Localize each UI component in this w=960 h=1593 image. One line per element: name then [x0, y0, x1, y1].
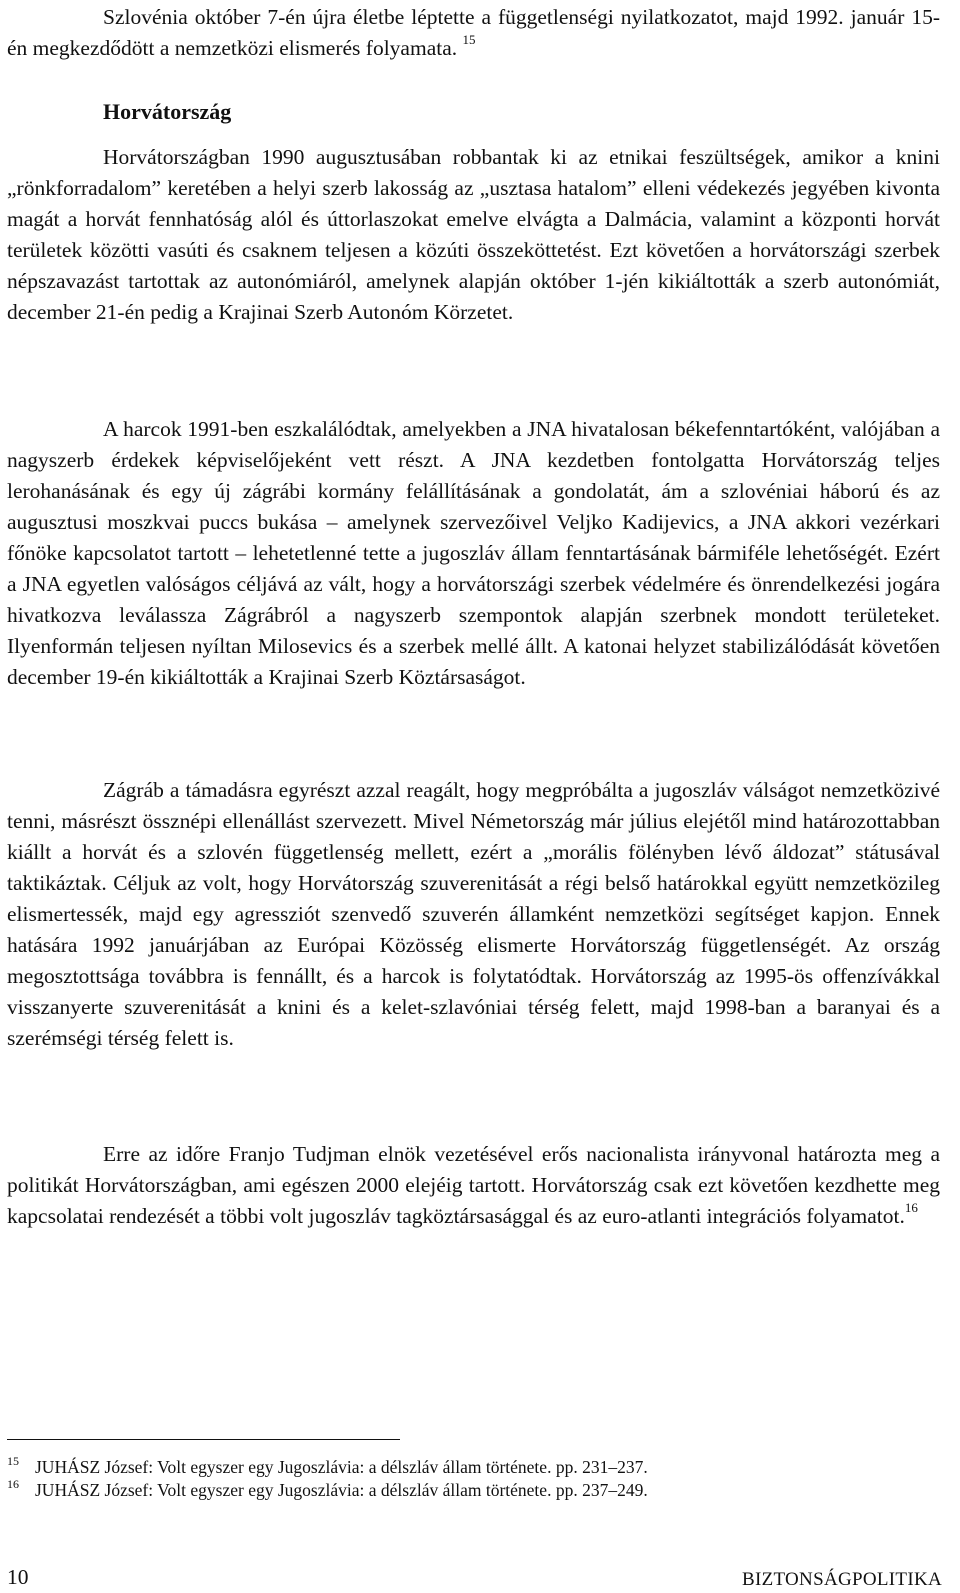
footnote-text: JUHÁSZ József: Volt egyszer egy Jugoszlávia: a délszláv állam története. pp. 237–249.	[35, 1480, 648, 1500]
footnote-ref-16[interactable]: 16	[904, 1199, 918, 1215]
footnote-number: 15	[7, 1454, 19, 1468]
paragraph-2: A harcok 1991-ben eszkalálódtak, amelyekben a JNA hivatalosan békefenntartóként, valójában a nagyszerb érdekek képviselőjeként vett részt. A JNA kezdetben fontolgatta Horvátország teljes lerohanásának és egy új zágrábi kormány felállításának a gondolatát, ám a szlovéniai háború és az augusztusi moszkvai puccs bukása – amelynek szervezőivel Veljko Kadijevics, a JNA akkori vezérkari főnöke kapcsolatot tartott – lehetetlenné tette a jugoszláv állam fenntartásának bármiféle lehetőségét. Ezért a JNA egyetlen valóságos céljává az vált, hogy a horvátországi szerbek védelmére és önrendelkezési jogára hivatkozva leválassza Zágrábról a nagyszerb szempontok alapján szerbnek mondott területeket. Ilyenformán teljesen nyíltan Milosevics és a szerbek mellé állt. A katonai helyzet stabilizálódását követően december 19-én kikiáltották a Krajinai Szerb Köztársaságot.	[7, 417, 940, 689]
section-heading: Horvátország	[103, 99, 232, 124]
intro-paragraph	[7, 2, 940, 64]
paragraph-3: Zágráb a támadásra egyrészt azzal reagált, hogy megpróbálta a jugoszláv válságot nemzetközivé tenni, másrészt össznépi ellenállást szervezett. Mivel Németország már július elejétől mind határozottabban kiállt a horvát és a szlovén függetlenség mellett, ezért a „morális fölényben lévő áldozat” státusával taktikáztak. Céljuk az volt, hogy Horvátország szuverenitását a régi belső határokkal együtt nemzetközileg elismertessék, majd egy agressziót szenvedő szuverén államként nemzetközi segítséget kapjon. Ennek hatására 1992 januárjában az Európai Közösség elismerte Horvátország függetlenségét. Az ország megosztottsága továbbra is fennállt, és a harcok is folytatódtak. Horvátország az 1995-ös offenzívákkal visszanyerte szuverenitását a knini és a kelet-szlavóniai térség felett, majd 1998-ban a baranyai és a szerémségi térség felett is.	[7, 778, 940, 1050]
footnote-text: JUHÁSZ József: Volt egyszer egy Jugoszlávia: a délszláv állam története. pp. 231–237.	[35, 1457, 648, 1477]
footnote-separator	[7, 1439, 400, 1440]
running-title: BIZTONSÁGPOLITIKA	[741, 1569, 942, 1590]
page-number: 10	[7, 1565, 29, 1589]
footnote-ref-15[interactable]: 15	[462, 31, 476, 47]
intro-paragraph-text: Szlovénia október 7-én újra életbe léptette a függetlenségi nyilatkozatot, majd 1992. január 15-én megkezdődött a nemzetközi elismerés folyamata.	[7, 5, 940, 60]
footnote-number: 16	[7, 1477, 19, 1491]
paragraph-1: Horvátországban 1990 augusztusában robbantak ki az etnikai feszültségek, amikor a knini „rönkforradalom” keretében a helyi szerb lakosság az „usztasa hatalom” elleni védekezés jegyében kivonta magát a horvát fennhatóság alól és úttorlaszokat emelve elvágta a Dalmácia, valamint a központi horvát területek közötti vasúti és csaknem teljesen a közúti összeköttetést. Ezt követően a horvátországi szerbek népszavazást tartottak az autonómiáról, amelynek alapján október 1-jén kikiáltották a szerb autonómiát, december 21-én pedig a Krajinai Szerb Autonóm Körzetet.	[7, 145, 940, 324]
paragraph-4-text: Erre az időre Franjo Tudjman elnök vezetésével erős nacionalista irányvonal határozta meg a politikát Horvátországban, ami egészen 2000 elejéig tartott. Horvátország csak ezt követően kezdhette meg kapcsolatai rendezését a többi volt jugoszláv tagköztársasággal és az euro-atlanti integrációs folyamatot.	[7, 1142, 940, 1228]
paragraph-4	[7, 1139, 940, 1232]
